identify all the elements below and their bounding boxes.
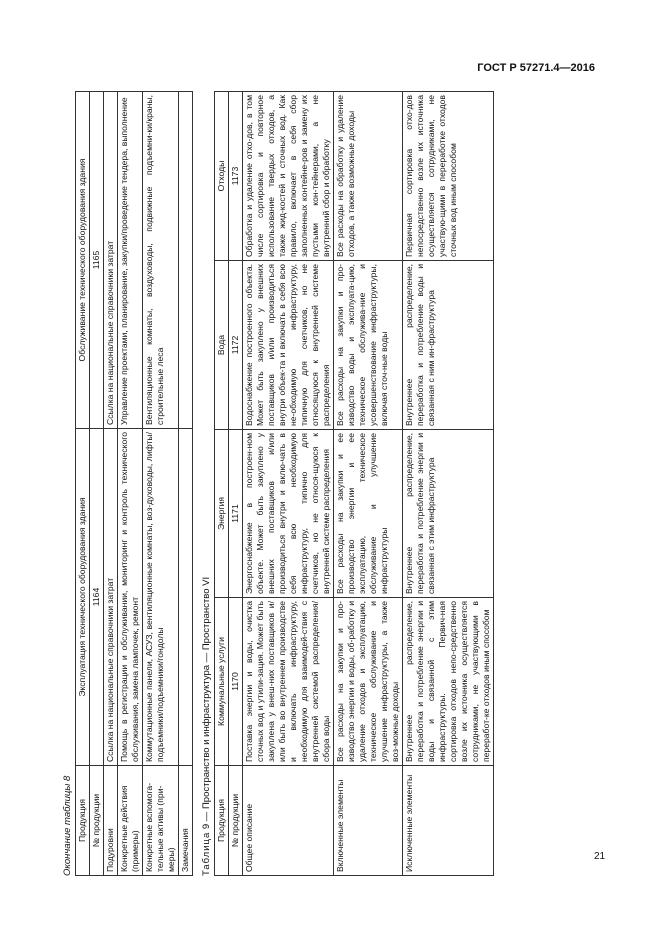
- table9-header-utilities: Коммунальные услуги: [215, 598, 229, 766]
- table8-row: [143, 92, 179, 876]
- table8-header-service: Обслуживание технического оборудования здания: [76, 92, 90, 429]
- table8-cell: Ссылка на национальные справочники затрат: [104, 429, 118, 766]
- table8-caption: Окончание таблицы 8: [62, 775, 73, 876]
- table8-num-1: 1164: [90, 429, 104, 766]
- table9-header-energy: Энергия: [215, 430, 229, 598]
- table9-header-water: Вода: [215, 261, 229, 430]
- table9-caption-prefix: Таблица: [201, 831, 212, 876]
- table9-num-1: 1170: [229, 598, 243, 766]
- document-code: ГОСТ Р 57271.4—2016: [477, 62, 595, 74]
- table9-caption-rest: 9 — Пространство и инфраструктура — Пространство VI: [201, 576, 212, 832]
- table8-cell: Коммутационные панели, АСУЗ, вентиляционные комнаты, воз-духоводы, лифты/подъемники/подъемники/гондолы: [143, 429, 179, 766]
- table9-cell: Все расходы на закупки и про-изводство энергии и воды, об-работку и удаление отходов и эксплуатацию, техническое обслуживание и улучшение инфраструктуры, а также воз-можные доходы: [334, 598, 403, 766]
- table8-row: [179, 92, 193, 876]
- table9-row-label: Исключенные элементы: [403, 766, 494, 876]
- table9-cell: Водоснабжение построенного объекта. Может быть закуплено у внешних поставщиков и/или производиться внутри объек-та и включать в себя всю не-обходимую инфраструктуру, типичную для счетчиков, но не относящуюся к внутренней системе распределения: [243, 261, 334, 430]
- table8-row-label: Конкретные действия (примеры): [118, 766, 143, 876]
- table8-num-label: № продукции: [90, 766, 104, 876]
- table9-num-4: 1173: [229, 92, 243, 261]
- table8-cell: Помощь в регистрации и обслуживании, мониторинг и контроль технического обслуживания, замена лампочек, ремонт: [118, 429, 143, 766]
- page-number: 21: [594, 851, 606, 862]
- table8-header-exploitation: Эксплуатация технического оборудования здания: [76, 429, 90, 766]
- table9-num-2: 1171: [229, 430, 243, 598]
- table8-cell: Ссылка на национальные справочники затрат: [104, 92, 118, 429]
- table9-cell: Энергоснабжение в построен-ном объекте. Может быть закуплено у внешних поставщиков и/или производиться внутри и вклю-чать в себя всю необходимую инфраструктуру, типично для счетчиков, но не относя-щуюся к внутренней системе распределения: [243, 430, 334, 598]
- table9-num-row: [229, 92, 243, 876]
- table8: [75, 91, 193, 876]
- table8-row-label: Подуровни: [104, 766, 118, 876]
- table8-num-row: [90, 92, 104, 876]
- table9-header-waste: Отходы: [215, 92, 229, 261]
- table9-header-row: [215, 92, 229, 876]
- table9-caption: [199, 92, 214, 876]
- table9-num-3: 1172: [229, 261, 243, 430]
- table8-header-product: Продукция: [76, 766, 90, 876]
- table8-header-row: [76, 92, 90, 876]
- table8-row-label: Конкретные вспомога-тельные активы (при-меры): [143, 766, 179, 876]
- table9-row: [334, 92, 403, 876]
- table9-cell: Внутреннее распределение, переработка и потребление энергии и воды и связанной с этим инфраструктуры. Первич-ная сортировка отходов непо-средственно возле их источника осуществляется сотрудниками, не участвующими в переработ-ке отходов иным способом: [403, 598, 494, 766]
- table9-cell: Все расходы на закупки и ее производство энергии и ее эксплуатацию, техническое обслуживание и улучшение инфраструктуры: [334, 430, 403, 598]
- table9: [214, 91, 494, 876]
- table8-row: [104, 92, 118, 876]
- rotated-content: [60, 92, 600, 876]
- table9-cell: Первичная сортировка отхо-дов непосредственно возле их источника осуществляется сотрудниками, не участвую-щими в переработке отходов сточных вод иным способом: [403, 92, 494, 261]
- table8-row: [118, 92, 143, 876]
- table8-row-label: Замечания: [179, 766, 193, 876]
- table8-cell: Управление проектами, планирование, закупки/проведение тендера, выполнение: [118, 92, 143, 429]
- table9-cell: Поставка энергии и воды, очистка сточных вод и утили-зация. Может быть закуплена у внеш-них поставщиков и/или быть во внутреннем производстве и включать инфраструктуру, необходимую для взаимодей-ствия с внутренней системой распределения/сбора воды: [243, 598, 334, 766]
- table9-row: [243, 92, 334, 876]
- table8-num-2: 1165: [90, 92, 104, 429]
- table9-row: [403, 92, 494, 876]
- table9-header-product: Продукция: [215, 766, 229, 876]
- table9-cell: Обработка и удаление отхо-дов, в том числе сортировка и повторное использование твердых отходов, а также жид-костей и сточных вод. Как правило, включает в себя сбор заполненных контейне-ров и замену их пустыми кон-тейнерами, а не внутренний сбор и обработку: [243, 92, 334, 261]
- table9-num-label: № продукции: [229, 766, 243, 876]
- table9-row-label: Включенные элементы: [334, 766, 403, 876]
- table9-cell: Все расходы на обработку и удаление отходов, а также возможные доходы: [334, 92, 403, 261]
- table9-cell: Все расходы на закупки и про-изводство воды и эксплуата-цию, техническое обслужива-ние и усовершенствование инфраструктуры, включая сточ-ные воды: [334, 261, 403, 430]
- table9-row-label: Общее описание: [243, 766, 334, 876]
- table8-cell: Вентиляционные комнаты, воздуховоды, подвижные подъемни-ки/краны, строительные леса: [143, 92, 179, 429]
- table9-cell: Внутреннее распределение, переработка и потребление воды и связанная с ним ин-фраструктура: [403, 261, 494, 430]
- table9-cell: Внутреннее распределение, переработка и потребление энергии и связанная с этим инфраструктура: [403, 430, 494, 598]
- table8-cell: [179, 92, 193, 429]
- table8-cell: [179, 429, 193, 766]
